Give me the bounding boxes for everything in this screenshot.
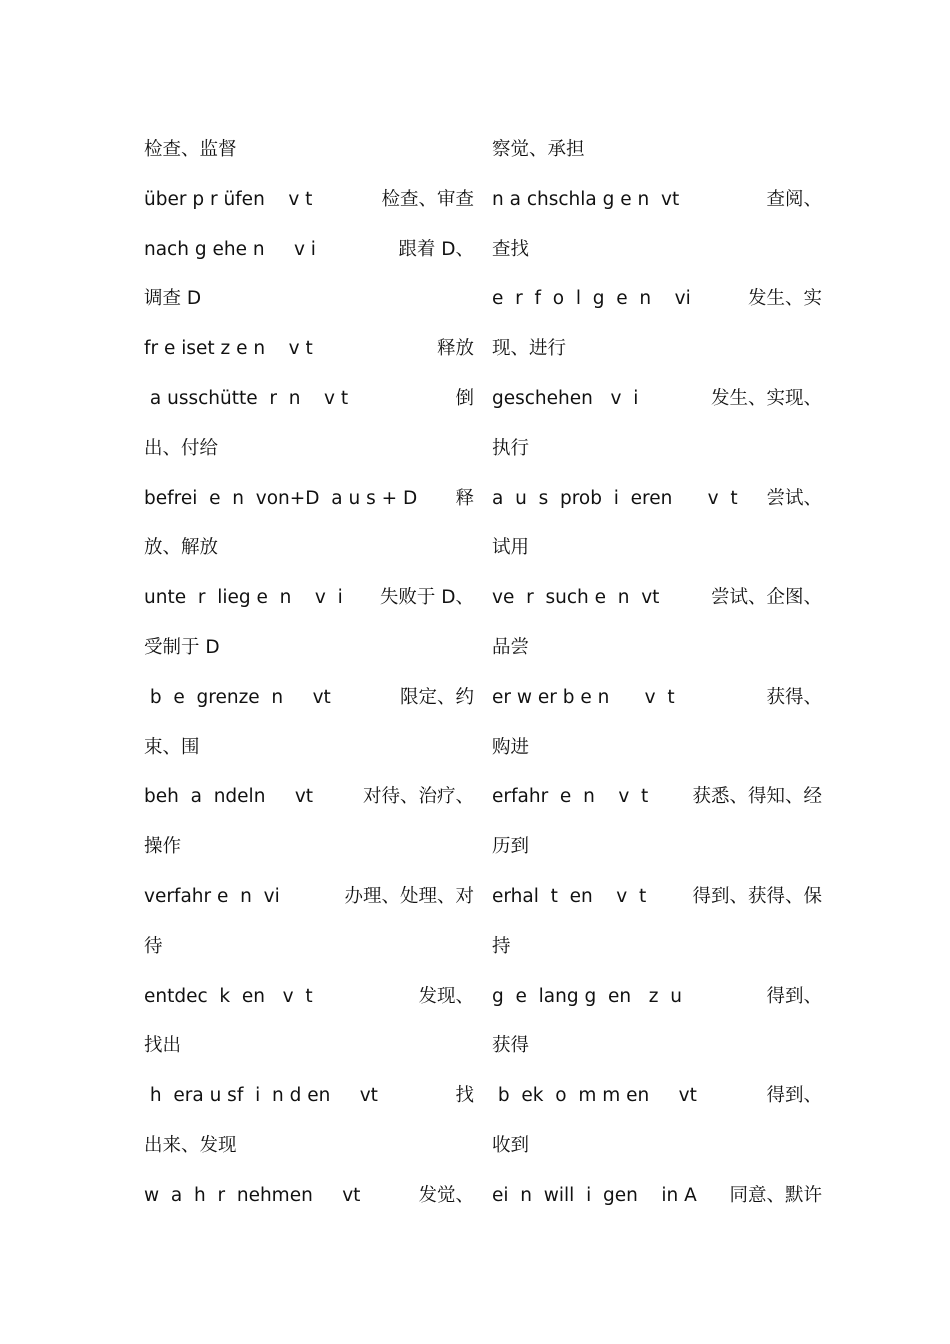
vocab-grammar: v t (592, 885, 647, 907)
vocab-word: w a h r nehmen (144, 1184, 313, 1206)
vocab-meaning: 释 (455, 487, 474, 509)
left-column (144, 130, 474, 1226)
vocab-grammar: v t (265, 985, 313, 1007)
vocab-line (492, 777, 822, 827)
vocab-word: 出来、发现 (144, 1134, 237, 1156)
vocab-grammar: vt (629, 587, 660, 609)
vocab-word: er w er b e n (492, 686, 610, 708)
vocab-line (492, 528, 822, 578)
vocab-meaning: 尝试、企图、 (710, 587, 822, 609)
vocab-line (144, 678, 474, 728)
vocab-line (144, 728, 474, 778)
vocab-line (144, 977, 474, 1027)
vocab-line (144, 180, 474, 230)
vocab-line (492, 180, 822, 230)
vocab-grammar: vt (283, 686, 331, 708)
vocab-meaning: 释放 (436, 338, 474, 360)
vocab-line (144, 230, 474, 280)
vocab-line (144, 1176, 474, 1226)
vocab-meaning: 查阅、 (766, 188, 822, 210)
vocab-grammar: in A (637, 1184, 697, 1206)
vocab-meaning: 找 (455, 1085, 474, 1107)
vocab-word: erhal t en (492, 885, 593, 907)
vocab-meaning: 获得、 (766, 686, 822, 708)
right-column (492, 130, 822, 1226)
vocab-line (492, 628, 822, 678)
vocab-line (492, 1076, 822, 1126)
vocab-word: verfahr e n (144, 885, 252, 907)
vocab-line (492, 230, 822, 280)
vocab-grammar: v i (264, 238, 316, 260)
vocab-word: ve r such e n (492, 587, 630, 609)
vocab-word: 购进 (492, 736, 530, 758)
vocab-word: 束、围 (144, 736, 200, 758)
vocab-word: 执行 (492, 437, 530, 459)
vocab-word: 察觉、承担 (492, 139, 585, 160)
vocab-word: 获得 (492, 1035, 530, 1057)
vocab-meaning: 发现、 (418, 985, 474, 1007)
vocab-line (144, 1026, 474, 1076)
vocab-grammar: vt (649, 188, 680, 210)
vocab-grammar: v t (594, 786, 649, 808)
vocab-line (492, 1176, 822, 1226)
vocab-grammar: v t (609, 686, 675, 708)
vocab-line (492, 429, 822, 479)
vocab-word: beh a ndeln (144, 786, 266, 808)
vocab-line (492, 728, 822, 778)
vocab-word: 历到 (492, 836, 530, 858)
vocab-word: g e lang g en (492, 985, 632, 1007)
vocab-grammar: v i (592, 387, 639, 409)
vocab-grammar: z u (631, 985, 682, 1007)
vocab-word: fr e iset z e n (144, 338, 266, 360)
vocab-line (144, 130, 474, 180)
vocab-grammar: vt (312, 1184, 361, 1206)
vocab-line (492, 927, 822, 977)
vocab-word: über p r üfen (144, 188, 265, 210)
vocab-line (492, 678, 822, 728)
vocab-line (492, 1026, 822, 1076)
vocab-word: b ek o m m en (492, 1085, 650, 1107)
vocab-word: 放、解放 (144, 537, 219, 559)
vocab-grammar: vi (251, 885, 280, 907)
vocab-meaning: 检查、审查 (381, 188, 474, 210)
vocab-line (492, 578, 822, 628)
vocab-line (144, 379, 474, 429)
vocab-meaning: 得到、获得、保 (692, 885, 822, 907)
vocab-line (492, 877, 822, 927)
vocab-word: befrei e n (144, 487, 244, 509)
vocab-grammar: v t (300, 387, 349, 409)
vocab-word: unte r lieg e n (144, 587, 292, 609)
vocab-word: 调查 D (144, 288, 202, 310)
vocab-word: n a chschla g e n (492, 188, 650, 210)
vocab-grammar: vt (649, 1085, 697, 1107)
vocab-line (492, 479, 822, 529)
vocab-grammar: vt (265, 786, 314, 808)
vocab-meaning: 得到、 (766, 1085, 822, 1107)
vocab-word: h era u sf i n d en (144, 1085, 331, 1107)
vocab-line (492, 379, 822, 429)
vocab-word: erfahr e n (492, 786, 595, 808)
vocab-meaning: 失败于 D、 (379, 587, 474, 609)
vocab-word: 收到 (492, 1134, 530, 1156)
vocab-meaning: 限定、约 (399, 686, 474, 708)
vocab-meaning: 发觉、 (418, 1184, 474, 1206)
vocab-word: nach g ehe n (144, 238, 265, 260)
vocab-word: 查找 (492, 238, 530, 260)
vocab-meaning: 同意、默许 (729, 1184, 822, 1206)
vocab-meaning: 发生、实 (747, 288, 822, 310)
vocab-line (144, 279, 474, 329)
vocab-line (144, 777, 474, 827)
vocab-meaning: 倒 (455, 387, 474, 409)
vocab-grammar: v t (264, 188, 313, 210)
vocab-line (492, 329, 822, 379)
vocab-word: e r f o l g e n (492, 288, 652, 310)
vocab-word: geschehen (492, 387, 593, 409)
vocab-line (144, 1126, 474, 1176)
vocab-line (144, 877, 474, 927)
vocab-word: 出、付给 (144, 437, 219, 459)
vocab-line (492, 977, 822, 1027)
vocab-meaning: 办理、处理、对 (344, 885, 474, 907)
vocab-grammar: vt (330, 1085, 378, 1107)
vocab-word: 受制于 D (144, 636, 220, 658)
vocab-word: 品尝 (492, 636, 530, 658)
vocab-word: 持 (492, 935, 511, 957)
vocab-line (492, 130, 822, 180)
vocab-meaning: 对待、治疗、 (362, 786, 474, 808)
vocab-line (144, 429, 474, 479)
vocab-meaning: 跟着 D、 (398, 238, 474, 260)
vocab-line (144, 1076, 474, 1126)
vocab-word: a u s prob i eren (492, 487, 673, 509)
vocab-word: 试用 (492, 537, 530, 559)
vocab-word: ei n will i gen (492, 1184, 638, 1206)
vocab-meaning: 尝试、 (766, 487, 822, 509)
vocab-word: 检查、监督 (144, 139, 237, 160)
vocab-meaning: 获悉、得知、经 (692, 786, 822, 808)
vocab-line (144, 827, 474, 877)
vocab-line (144, 927, 474, 977)
vocab-word: 找出 (144, 1035, 182, 1057)
vocab-word: a usschütte r n (144, 387, 301, 409)
vocab-grammar: vi (651, 288, 691, 310)
vocab-meaning: 得到、 (766, 985, 822, 1007)
vocab-line (144, 479, 474, 529)
vocab-grammar: v i (291, 587, 343, 609)
vocab-line (492, 827, 822, 877)
vocab-line (144, 329, 474, 379)
vocab-line (144, 628, 474, 678)
vocab-word: entdec k en (144, 985, 265, 1007)
vocab-line (492, 279, 822, 329)
vocab-grammar: von+D a u s + D (244, 487, 418, 509)
vocab-word: 现、进行 (492, 338, 567, 360)
vocab-line (144, 528, 474, 578)
vocab-line (492, 1126, 822, 1176)
vocab-word: 待 (144, 935, 163, 957)
vocab-word: b e grenze n (144, 686, 284, 708)
vocab-word: 操作 (144, 836, 182, 858)
vocab-line (144, 578, 474, 628)
vocab-grammar: v t (672, 487, 738, 509)
vocab-meaning: 发生、实现、 (710, 387, 822, 409)
vocab-grammar: v t (265, 338, 313, 360)
